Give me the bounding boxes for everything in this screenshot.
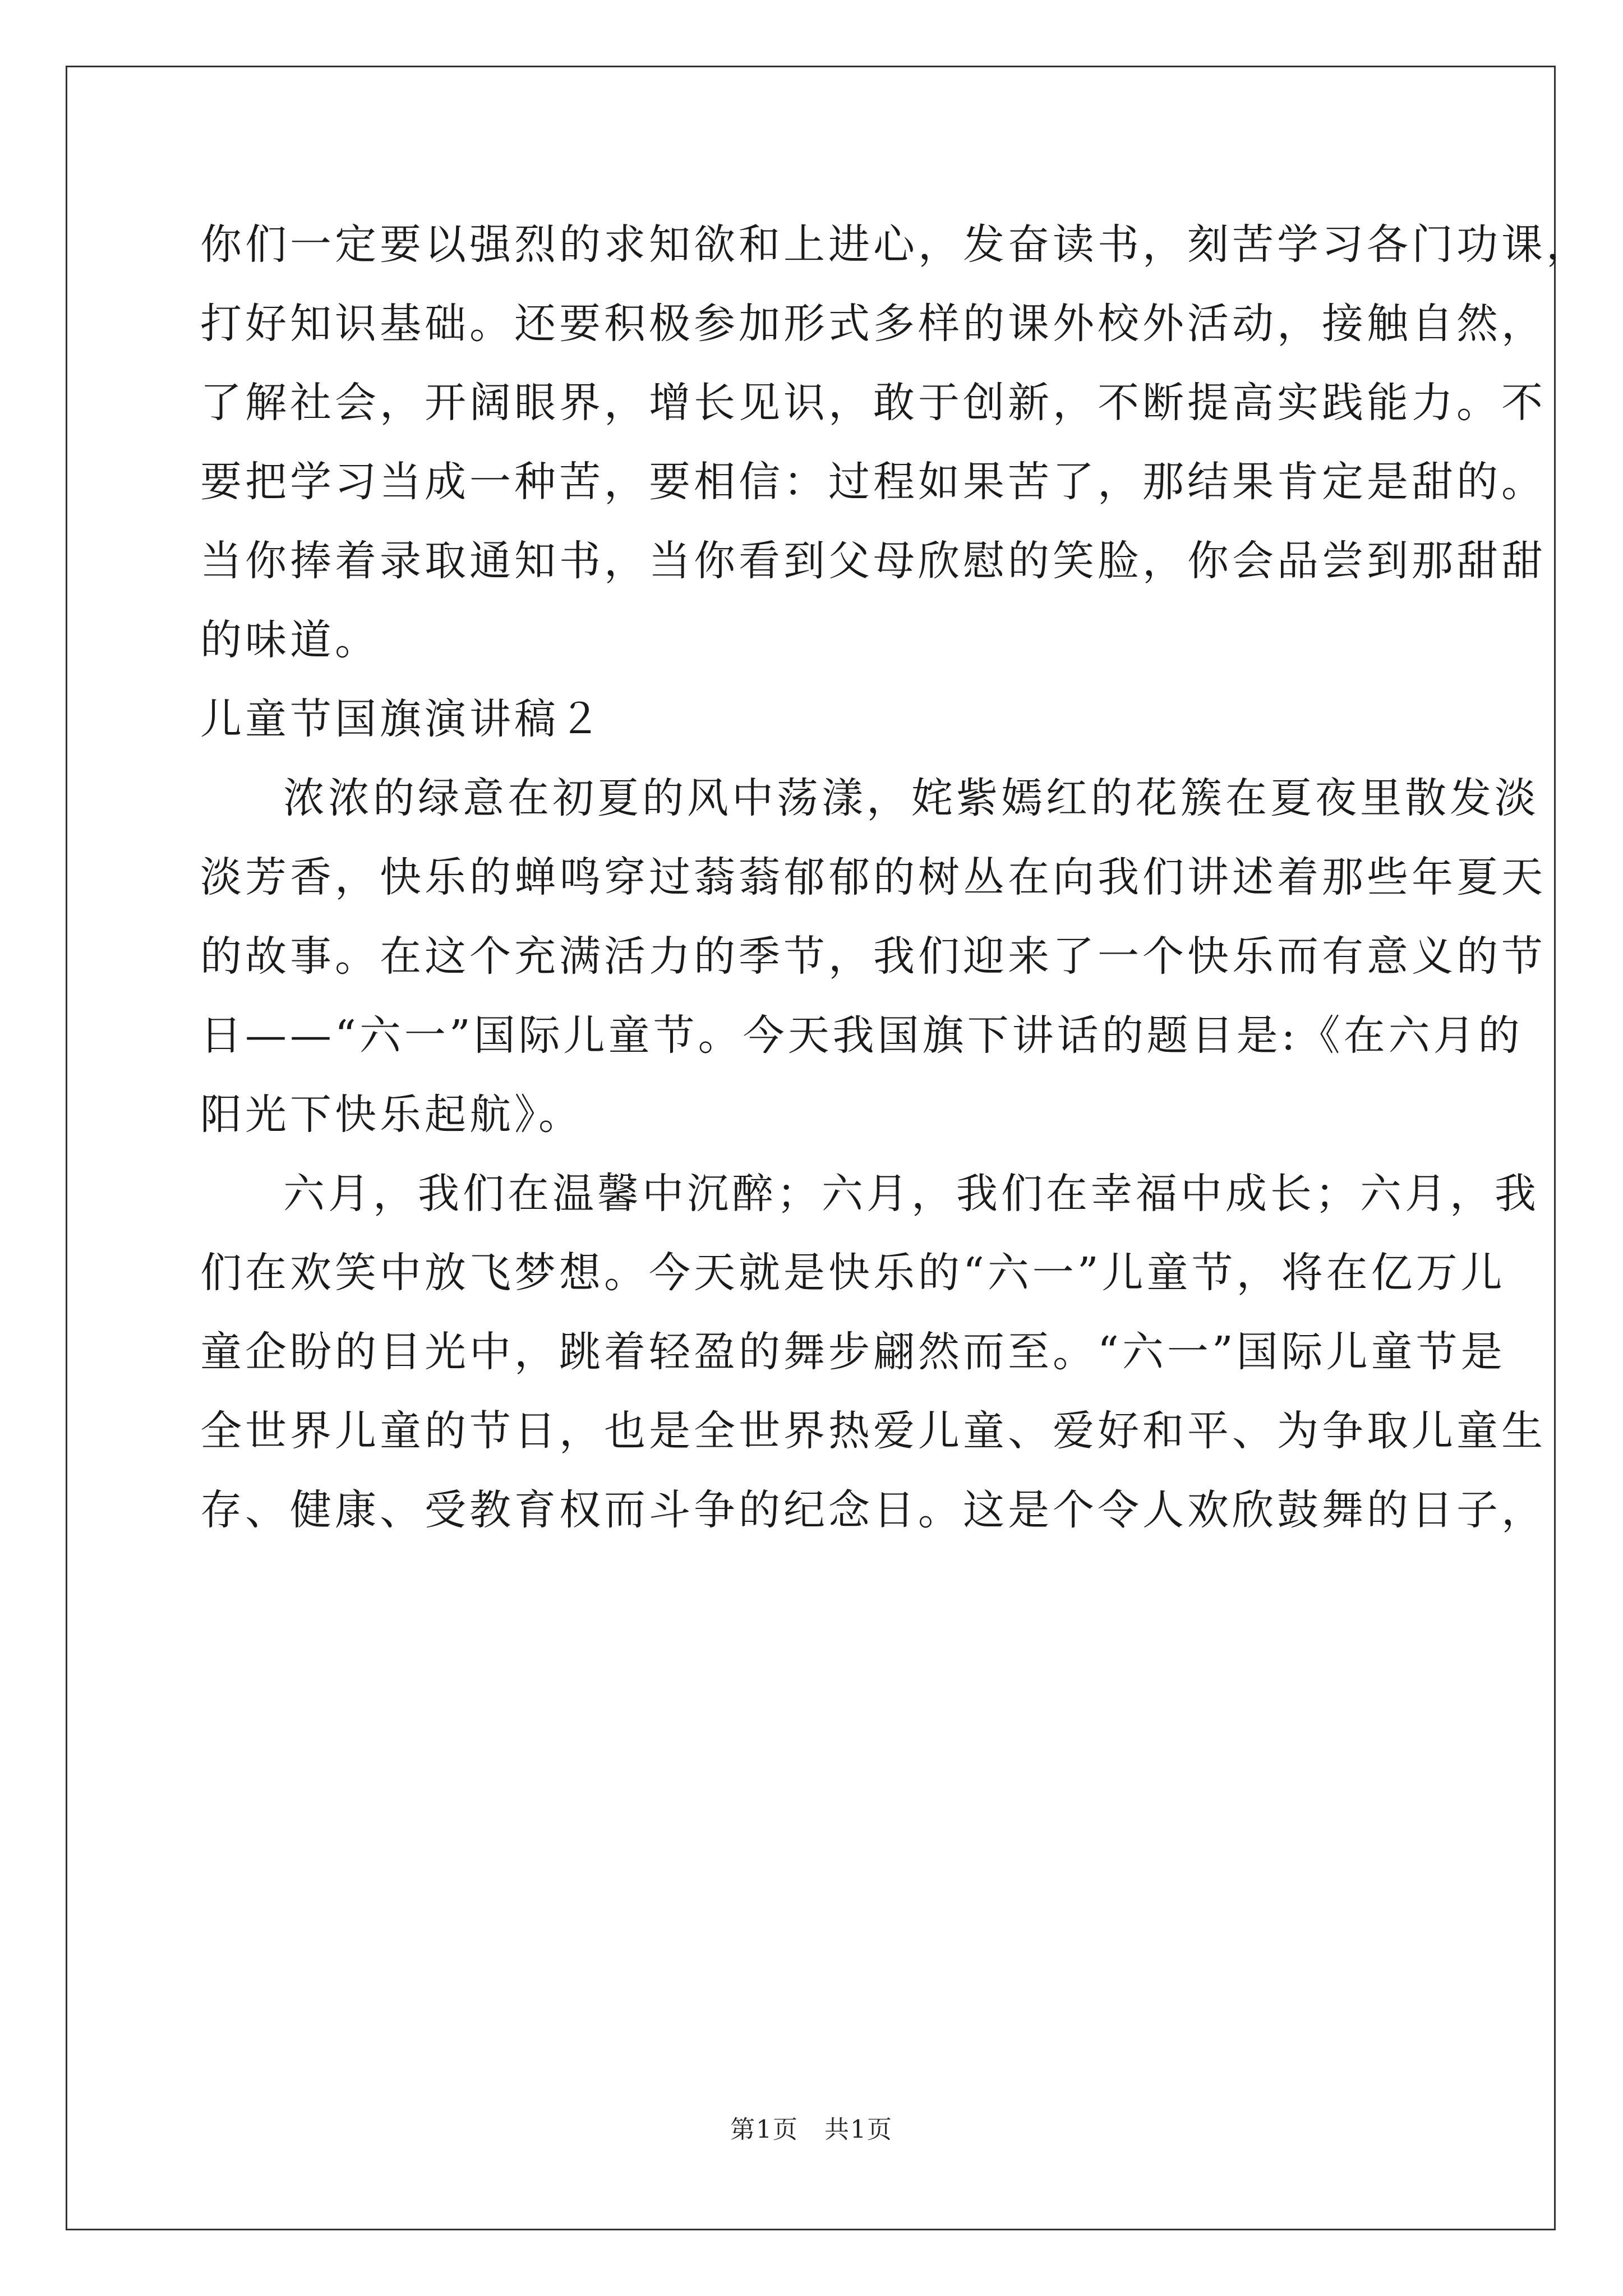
text-line: 淡芳香，快乐的蝉鸣穿过蓊蓊郁郁的树丛在向我们讲述着那些年夏天 — [200, 853, 1546, 901]
text-line: 存、健康、受教育权而斗争的纪念日。这是个令人欢欣鼓舞的日子， — [200, 1486, 1546, 1534]
text-line: 的故事。在这个充满活力的季节，我们迎来了一个快乐而有意义的节 — [200, 932, 1546, 981]
text-line: 日——“六一”国际儿童节。今天我国旗下讲话的题目是:《在六月的 — [200, 1011, 1523, 1060]
document-body — [200, 205, 1591, 1550]
page-footer: 第1页 共1页 — [730, 2115, 893, 2144]
text-line: 要把学习当成一种苦，要相信：过程如果苦了，那结果肯定是甜的。 — [200, 458, 1546, 506]
text-line: 的味道。 — [200, 616, 380, 664]
text-line: 浓浓的绿意在初夏的风中荡漾，姹紫嫣红的花簇在夏夜里散发淡 — [283, 774, 1539, 822]
section-heading: 儿童节国旗演讲稿２ — [200, 695, 604, 743]
text-line: 阳光下快乐起航》。 — [200, 1091, 583, 1139]
text-line: 了解社会，开阔眼界，增长见识，敢于创新，不断提高实践能力。不 — [200, 379, 1546, 427]
text-line: 打好知识基础。还要积极参加形式多样的课外校外活动，接触自然， — [200, 300, 1546, 348]
text-line: 你们一定要以强烈的求知欲和上进心，发奋读书，刻苦学习各门功课， — [200, 220, 1591, 269]
text-line: 当你捧着录取通知书，当你看到父母欣慰的笑脸，你会品尝到那甜甜 — [200, 537, 1546, 585]
text-line: 全世界儿童的节日，也是全世界热爱儿童、爱好和平、为争取儿童生 — [200, 1407, 1546, 1455]
text-line: 童企盼的目光中，跳着轻盈的舞步翩然而至。“六一”国际儿童节是 — [200, 1328, 1506, 1376]
text-line: 们在欢笑中放飞梦想。今天就是快乐的“六一”儿童节，将在亿万儿 — [200, 1249, 1506, 1297]
text-line: 六月，我们在温馨中沉醉；六月，我们在幸福中成长；六月，我 — [283, 1170, 1539, 1218]
